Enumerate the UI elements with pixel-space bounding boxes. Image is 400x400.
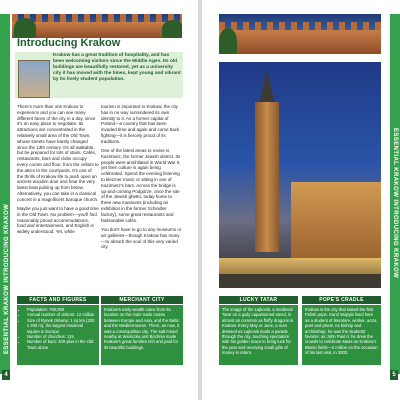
fact-item: • Number of churches: 119: [27, 334, 96, 339]
merchant-box: Krakow's early wealth came from its location on the main trade routes between Europe and Asia, and the Baltic and the Mediterranean. There, as now, it was a cosmopolitan city. The salt mined nearby at Wieliczka and Bochnia made Krakow's great families rich and paid for its beautiful buildings.: [101, 305, 183, 365]
text-column-2: [101, 104, 183, 254]
intro-text: Krakow has a great tradition of hospitality, and has been welcoming visitors since the Middle Ages. Its old buildings are beautifully restored, yet as a university city it has moved with the times, kept young and vibrant by its lively student population.: [53, 53, 181, 83]
side-label: ESSENTIAL KRAKOW INTRODUCING KRAKOW: [4, 203, 10, 354]
fact-item: • Annual number of visitors: 12 million: [27, 312, 96, 317]
facts-heading: FACTS AND FIGURES: [17, 296, 99, 304]
paragraph: There's more than one Krakow to experience and you can see many different faces of the city in a day, since it's an easy place to negotiate. Its attractions are concentrated in the relatively small area of the Old Town, whose streets have barely changed since the 13th century. It's all walkable, but be prepared for lots of stairs. Cafés, restaurants, bars and clubs occupy every corner and floor, from the cellars to the attics to the courtyards. It's one of the thrills of Krakow life to push open an ancient wooden door and hear the very latest beat pulsing up from below. Alternatively, you can take in a classical concert in a magnificent baroque church.: [17, 104, 99, 202]
paragraph: tourism is important to Krakow, the city has in no way surrendered its own identity to it. As a former capital of Poland—a country that has been invaded time and again and come back fighting—it is fiercely proud of its traditions.: [101, 104, 180, 144]
fact-item: • Number of bars: 400-plus in the Old Town alone: [27, 339, 96, 350]
barbican-photo-right: [219, 14, 381, 54]
fact-item: • Population: 760,000: [27, 307, 96, 312]
pope-heading: POPE'S CRADLE: [302, 296, 381, 304]
paragraph: Maybe you just want to have a good time in the Old Town. No problem—you'll find reasonably priced accommodations, food and entertainment, and English is widely understood. Yet, while: [17, 206, 99, 235]
page-title: Introducing Krakow: [17, 37, 121, 49]
side-strip-left: [0, 14, 10, 374]
fact-item: • Size of Rynek Główny: 1 sq km (200 x 200 m), the largest medieval square in Europe: [27, 318, 96, 334]
facts-box: [17, 305, 99, 365]
merchant-heading: MERCHANT CITY: [101, 296, 183, 304]
barbican-photo-left: [12, 14, 182, 38]
side-label: ESSENTIAL KRAKOW INTRODUCING KRAKOW: [392, 128, 398, 279]
lucky-box: The image of the Lajkonik, a medieval Tatar on a gaily caparisoned steed, is almost as common as fluffy dragons in Krakow. Every May or June, a man dressed as Lajkonik leads a parade through the city, touching spectators with his golden mace to bring luck for the year and receiving small gifts of money in return.: [219, 305, 298, 365]
right-page: [202, 0, 400, 400]
paragraph: One of the latest areas to revive is Kazimierz, the former Jewish district. Its people were annihilated in World War II, yet their culture is again being celebrated. Spend the evening listening to klezmer music or sitting in one of Kazimierz's bars. Across the bridge is up-and-coming Podgórze, once the site of the Jewish ghetto, today home to three new museums (including an exhibition in the former Schindler factory), some great restaurants and fashionable cafés.: [101, 148, 181, 223]
pope-box: Krakow is the city that raised the first Polish pope. Karol Wojtyła lived here as a student of literature, worker, actor, poet and priest. As bishop and archbishop, he was the students' favorite; as John Paul II, he drew the crowds to celebrate Mass on Krakow's Błonia fields—2 million on the occasion of his last visit, in 2002.: [302, 305, 381, 365]
left-page: [0, 0, 198, 400]
lucky-heading: LUCKY TATAR: [219, 296, 298, 304]
paragraph: You don't have to go to any museums or art galleries—though Krakow has many—to absorb the soul of this very varied city.: [101, 226, 182, 250]
intro-photo: [18, 60, 50, 98]
text-column-1: [17, 104, 99, 239]
side-strip-right: [390, 14, 400, 374]
page-number-right: 5: [390, 370, 398, 380]
town-hall-photo: [219, 62, 381, 288]
page-number-left: 4: [2, 370, 10, 380]
